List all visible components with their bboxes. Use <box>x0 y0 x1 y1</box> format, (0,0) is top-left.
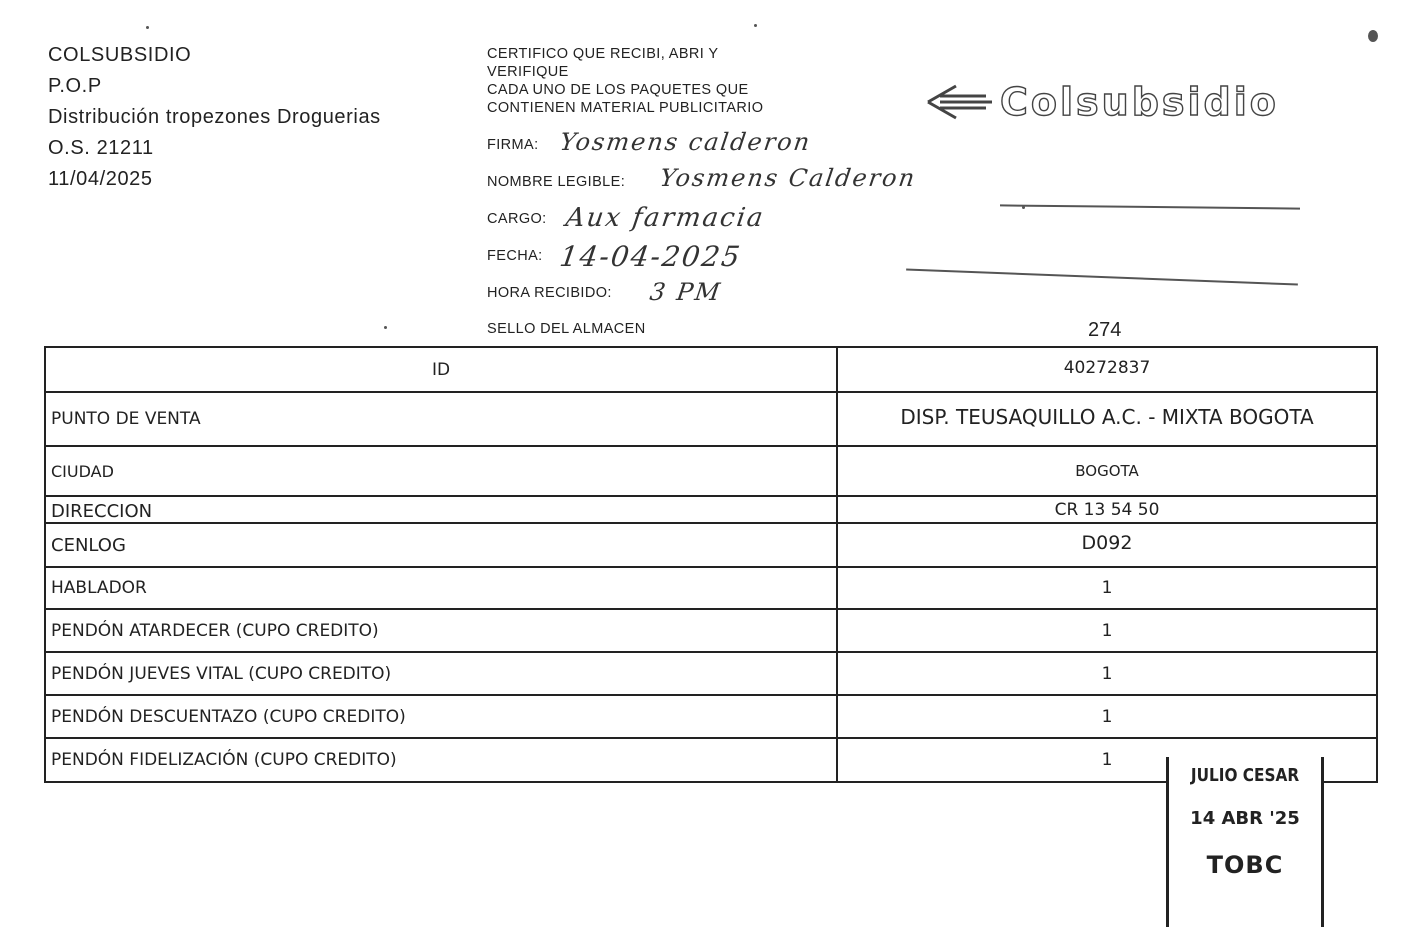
warehouse-stamp <box>1166 757 1324 927</box>
row-value: 1 <box>837 695 1377 738</box>
table-row <box>45 609 1377 652</box>
row-value: 1 <box>837 609 1377 652</box>
scan-speck <box>1368 30 1378 42</box>
colsubsidio-logo-mark-icon <box>926 82 996 122</box>
hora-recibido-value: 3 PM <box>648 278 724 306</box>
order-number: O.S. 21211 <box>48 137 154 159</box>
company-name: COLSUBSIDIO <box>48 44 192 66</box>
pop-distribution-table <box>44 346 1378 783</box>
header-block <box>48 40 381 195</box>
certification-line: VERIFIQUE <box>487 64 569 80</box>
seal-number: 274 <box>1088 319 1122 341</box>
row-value: 1 <box>837 738 1377 782</box>
scan-speck <box>384 326 387 329</box>
row-label: PENDÓN FIDELIZACIÓN (CUPO CREDITO) <box>45 738 837 782</box>
hora-recibido-label: HORA RECIBIDO: <box>487 285 612 301</box>
row-value: 1 <box>837 652 1377 695</box>
scan-speck <box>146 26 149 29</box>
cargo-value: Aux farmacia <box>563 203 767 233</box>
sello-almacen-label: SELLO DEL ALMACEN <box>487 321 646 337</box>
row-label: ID <box>45 347 837 392</box>
nombre-legible-value: Yosmens Calderon <box>658 164 919 192</box>
row-value: D092 <box>837 523 1377 567</box>
table-row <box>45 567 1377 609</box>
row-label: HABLADOR <box>45 567 837 609</box>
table-row <box>45 392 1377 446</box>
row-label: CIUDAD <box>45 446 837 496</box>
stamp-date: 14 ABR '25 <box>1190 808 1300 829</box>
table-row <box>45 347 1377 392</box>
scan-speck <box>754 24 757 27</box>
certification-text <box>487 45 763 117</box>
certification-line: CADA UNO DE LOS PAQUETES QUE <box>487 82 749 98</box>
fecha-value: 14-04-2025 <box>557 240 744 273</box>
table-row <box>45 523 1377 567</box>
table-row <box>45 652 1377 695</box>
distribution-description: Distribución tropezones Droguerias <box>48 106 381 128</box>
row-label: DIRECCION <box>45 496 837 523</box>
row-value: 1 <box>837 567 1377 609</box>
row-label: PUNTO DE VENTA <box>45 392 837 446</box>
firma-label: FIRMA: <box>487 137 539 153</box>
signature-underline <box>1000 204 1300 209</box>
stamp-place: TOBC <box>1206 851 1284 879</box>
row-label: PENDÓN ATARDECER (CUPO CREDITO) <box>45 609 837 652</box>
fecha-label: FECHA: <box>487 248 543 264</box>
row-value: 40272837 <box>837 347 1377 392</box>
nombre-legible-label: NOMBRE LEGIBLE: <box>487 174 626 190</box>
row-label: CENLOG <box>45 523 837 567</box>
firma-signature: Yosmens calderon <box>558 128 814 156</box>
row-value: BOGOTA <box>837 446 1377 496</box>
stamp-name: JULIO CESAR <box>1190 765 1300 786</box>
colsubsidio-logo: Colsubsidio <box>1000 80 1279 124</box>
table-row <box>45 695 1377 738</box>
row-label: PENDÓN JUEVES VITAL (CUPO CREDITO) <box>45 652 837 695</box>
date-underline <box>906 268 1298 285</box>
table-row <box>45 496 1377 523</box>
program-name: P.O.P <box>48 75 102 97</box>
certification-line: CONTIENEN MATERIAL PUBLICITARIO <box>487 100 764 116</box>
row-value: DISP. TEUSAQUILLO A.C. - MIXTA BOGOTA <box>837 392 1377 446</box>
cargo-label: CARGO: <box>487 211 547 227</box>
table-row <box>45 446 1377 496</box>
document-date: 11/04/2025 <box>48 168 153 190</box>
scan-speck <box>1022 206 1025 209</box>
certification-line: CERTIFICO QUE RECIBI, ABRI Y <box>487 46 719 62</box>
row-value: CR 13 54 50 <box>837 496 1377 523</box>
row-label: PENDÓN DESCUENTAZO (CUPO CREDITO) <box>45 695 837 738</box>
